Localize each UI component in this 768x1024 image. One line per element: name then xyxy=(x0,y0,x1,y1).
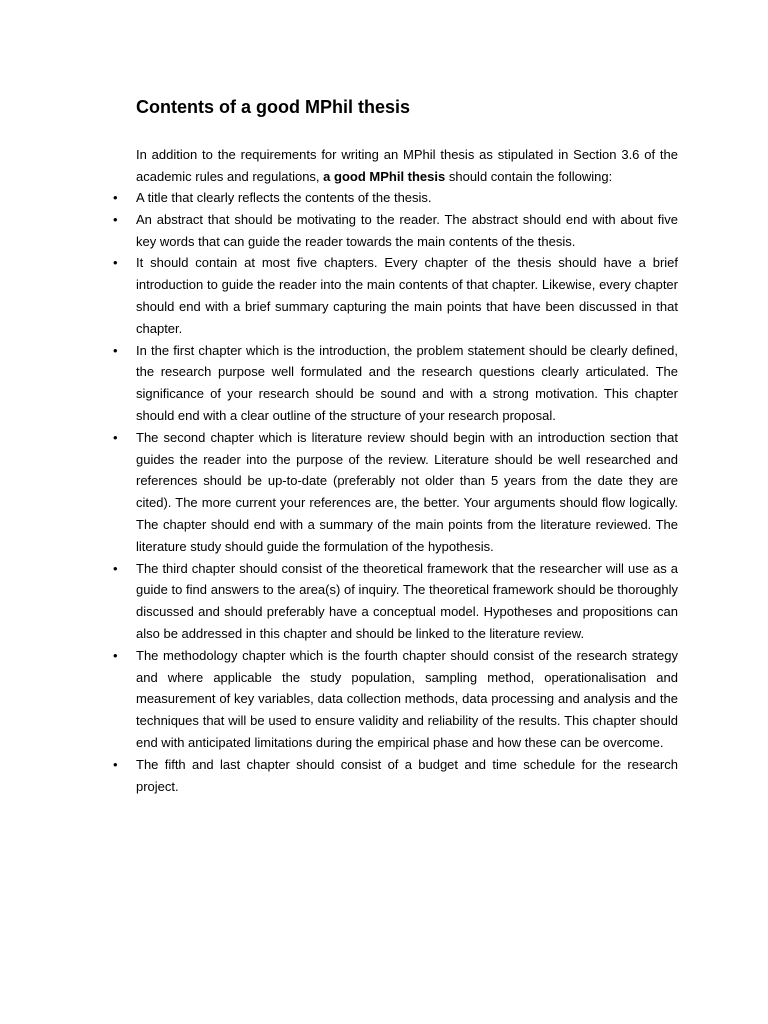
intro-emphasis: a good MPhil thesis xyxy=(323,168,446,184)
bullet-item-methodology-chapter xyxy=(113,645,678,754)
bullet-icon: • xyxy=(113,211,118,227)
bullet-item-chapters xyxy=(113,252,678,339)
bullet-text: It should contain at most five chapters. Every chapter of the thesis should have a brief introduction to guide the reader into the main contents of that chapter. Likewise, every chapter should end with a brief summary capturing the main points that have been discussed in that chapter. xyxy=(136,255,678,336)
intro-paragraph xyxy=(136,144,678,188)
bullet-text: The third chapter should consist of the theoretical framework that the researcher will use as a guide to find answers to the area(s) of inquiry. The theoretical framework should be thoroughly discussed and should preferably have a conceptual model. Hypotheses and propositions can also be addressed in this chapter and should be linked to the literature review. xyxy=(136,560,678,641)
bullet-list xyxy=(113,187,678,797)
bullet-icon: • xyxy=(113,647,118,663)
bullet-text: An abstract that should be motivating to the reader. The abstract should end with about five key words that can guide the reader towards the main contents of the thesis. xyxy=(136,211,678,249)
bullet-item-abstract xyxy=(113,209,678,253)
bullet-item-fifth-chapter xyxy=(113,754,678,798)
intro-text-after: should contain the following: xyxy=(445,168,613,184)
bullet-icon: • xyxy=(113,190,118,205)
bullet-icon: • xyxy=(113,342,118,358)
bullet-item-third-chapter xyxy=(113,558,678,645)
bullet-icon: • xyxy=(113,560,118,576)
bullet-text: The methodology chapter which is the fourth chapter should consist of the research strategy and where applicable the study population, sampling method, operationalisation and measurement of key variables, data collection methods, data processing and analysis and the techniques that will be used to ensure validity and reliability of the results. This chapter should end with anticipated limitations during the empirical phase and how these can be overcome. xyxy=(136,647,678,750)
bullet-item-first-chapter xyxy=(113,340,678,427)
bullet-item-title xyxy=(113,187,678,209)
bullet-icon: • xyxy=(113,429,118,445)
document-title: Contents of a good MPhil thesis xyxy=(136,97,410,117)
bullet-text: The fifth and last chapter should consist of a budget and time schedule for the research project. xyxy=(136,756,678,794)
bullet-text: The second chapter which is literature review should begin with an introduction section that guides the reader into the purpose of the review. Literature should be well researched and references should be up-to-date (preferably not older than 5 years from the date they are cited). The more current your references are, the better. Your arguments should flow logically. The chapter should end with a summary of the main points from the literature reviewed. The literature study should guide the formulation of the hypothesis. xyxy=(136,429,678,554)
bullet-icon: • xyxy=(113,756,118,772)
bullet-icon: • xyxy=(113,255,118,271)
bullet-text: In the first chapter which is the introduction, the problem statement should be clearly defined, the research purpose well formulated and the research questions clearly articulated. The significance of your research should be sound and with a strong motivation. This chapter should end with a clear outline of the structure of your research proposal. xyxy=(136,342,678,423)
bullet-item-second-chapter xyxy=(113,427,678,558)
bullet-text: A title that clearly reflects the contents of the thesis. xyxy=(136,190,432,205)
intro-text-before: In addition to the requirements for writing an MPhil thesis as stipulated in Section 3.6 of the academic rules and regulations, xyxy=(136,147,678,184)
